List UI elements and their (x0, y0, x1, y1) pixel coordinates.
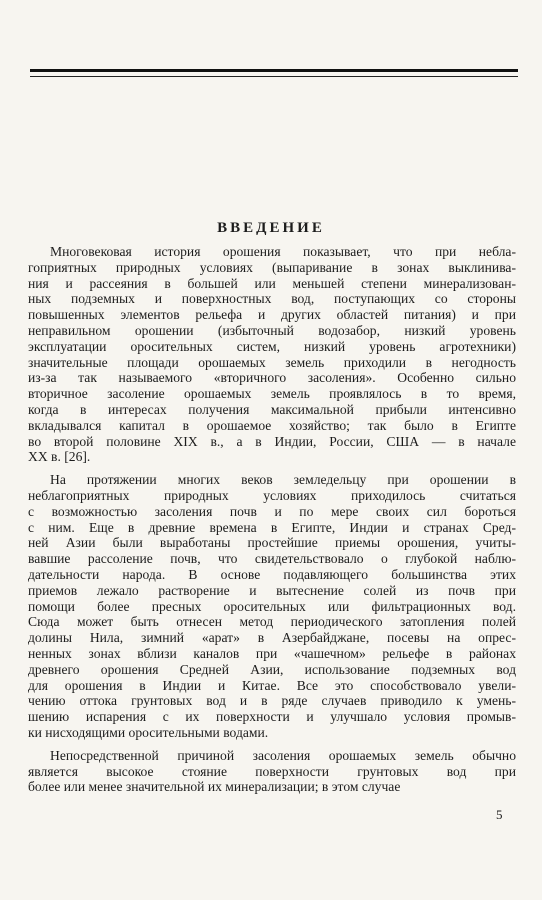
text-line: шению испарения с их поверхности и улучшало условия промыв- (28, 709, 516, 725)
text-line: Непосредственной причиной засоления орошаемых земель обычно (50, 747, 516, 763)
text-line: гоприятных природных условиях (выпаривание в зонах выклинива- (28, 259, 516, 275)
text-line: Многовековая история орошения показывает, что при небла- (50, 244, 516, 259)
text-line: когда в интересах получения максимальной прибыли интенсивно (28, 401, 516, 417)
text-line: ней Азии были выработаны простейшие приемы орошения, учиты- (28, 535, 516, 551)
text-line: неблагоприятных природных условиях приходилось считаться (28, 487, 516, 503)
header-rule-thick (30, 69, 518, 72)
text-line: дательности народа. В основе подавляющего большинства этих (28, 566, 516, 582)
text-line: значительные площади орошаемых земель приходили в негодность (28, 354, 516, 370)
page-number: 5 (496, 807, 503, 822)
text-line: вторичное засоление орошаемых земель проявлялось в то время, (28, 386, 516, 402)
text-line: XX в. [26]. (28, 449, 91, 465)
paragraph (28, 472, 516, 741)
text-line: является высокое стояние поверхности грунтовых вод при (28, 763, 516, 779)
text-line: из-за так называемого «вторичного засоления». Особенно сильно (28, 370, 516, 386)
text-line: во второй половине XIX в., а в Индии, России, США — в начале (28, 433, 516, 449)
text-line: повышенных элементов рельефа и других областей питания) и при (28, 307, 516, 323)
text-line: более или менее значительной их минерализации; в этом случае (28, 779, 401, 795)
text-line: вкладывался капитал в орошаемое хозяйство; так было в Египте (28, 417, 516, 433)
text-line: ки нисходящими оросительными водами. (28, 724, 269, 740)
text-line: приемов лежало растворение и вытеснение солей из почв при (28, 582, 516, 598)
text-line: Сюда может быть отнесен метод периодического затопления полей (28, 614, 516, 630)
text-line: с возможностью засоления почв и по мере своих сил бороться (28, 503, 516, 519)
text-line: долины Нила, зимний «арат» в Азербайджане, посевы на опрес- (28, 630, 516, 646)
paragraph (28, 244, 516, 465)
text-line: вавшие рассоление почв, что свидетельствовало о глубокой наблю- (28, 551, 516, 567)
paragraph (28, 748, 516, 795)
text-line: древнего орошения Средней Азии, использование подземных вод (28, 661, 516, 677)
text-line: ных подземных и поверхностных вод, поступающих со стороны (28, 291, 516, 307)
text-line: ненных зонах вблизи каналов при «чашечном» рельефе в районах (28, 645, 516, 661)
text-line: неправильном орошении (избыточный водозабор, низкий уровень (28, 322, 516, 338)
chapter-title: ВВЕДЕНИЕ (217, 220, 325, 236)
text-line: с ним. Еще в древние времена в Египте, Индии и странах Сред- (28, 519, 516, 535)
body-text (28, 244, 516, 795)
text-line: помощи более пресных оросительных или фильтрационных вод. (28, 598, 516, 614)
text-line: чению оттока грунтовых вод и в ряде случаев приводило к умень- (28, 693, 516, 709)
header-rule-thin (30, 76, 518, 77)
text-line: для орошения в Индии и Китае. Все это способствовало увели- (28, 677, 516, 693)
text-line: ния и рассеяния в большей или меньшей степени минерализован- (28, 275, 516, 291)
text-line: эксплуатации оросительных систем, низкий уровень агротехники) (28, 338, 516, 354)
text-line: На протяжении многих веков земледельцу при орошении в (50, 472, 516, 488)
